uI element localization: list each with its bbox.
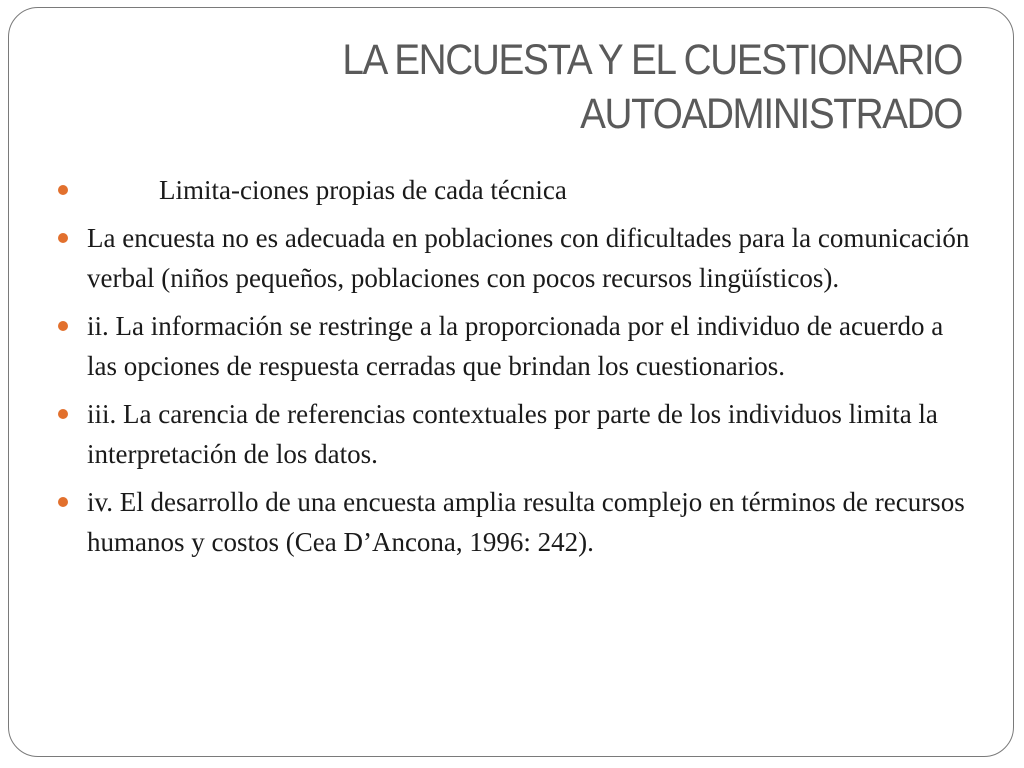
bullet-dot-icon [58, 185, 68, 195]
bullet-dot-icon [58, 409, 68, 419]
slide-title [170, 33, 962, 141]
bullet-list [58, 170, 978, 570]
bullet-item-informacion-restringida [58, 306, 978, 386]
bullet-text: ii. La información se restringe a la proporcionada por el individuo de acuerdo a las opciones de respuesta cerradas que brindan los cuestionarios. [87, 311, 944, 381]
bullet-dot-icon [58, 233, 68, 243]
slide-title-line-1: LA ENCUESTA Y EL CUESTIONARIO [342, 36, 962, 84]
bullet-text: Limita-ciones propias de cada técnica [159, 175, 567, 205]
bullet-item-referencias-contextuales [58, 394, 978, 474]
slide-title-line-2: AUTOADMINISTRADO [580, 90, 962, 138]
bullet-text: iv. El desarrollo de una encuesta amplia resulta complejo en términos de recursos humanos y costos (Cea D’Ancona, 1996: 242). [87, 487, 965, 557]
bullet-item-comunicacion-verbal [58, 218, 978, 298]
bullet-dot-icon [58, 321, 68, 331]
bullet-text: La encuesta no es adecuada en poblaciones con dificultades para la comunicación verbal (niños pequeños, poblaciones con pocos recursos lingüísticos). [87, 223, 970, 293]
bullet-item-limitaciones [58, 170, 978, 210]
bullet-dot-icon [58, 497, 68, 507]
bullet-text: iii. La carencia de referencias contextuales por parte de los individuos limita la interpretación de los datos. [87, 399, 938, 469]
bullet-item-costos [58, 482, 978, 562]
